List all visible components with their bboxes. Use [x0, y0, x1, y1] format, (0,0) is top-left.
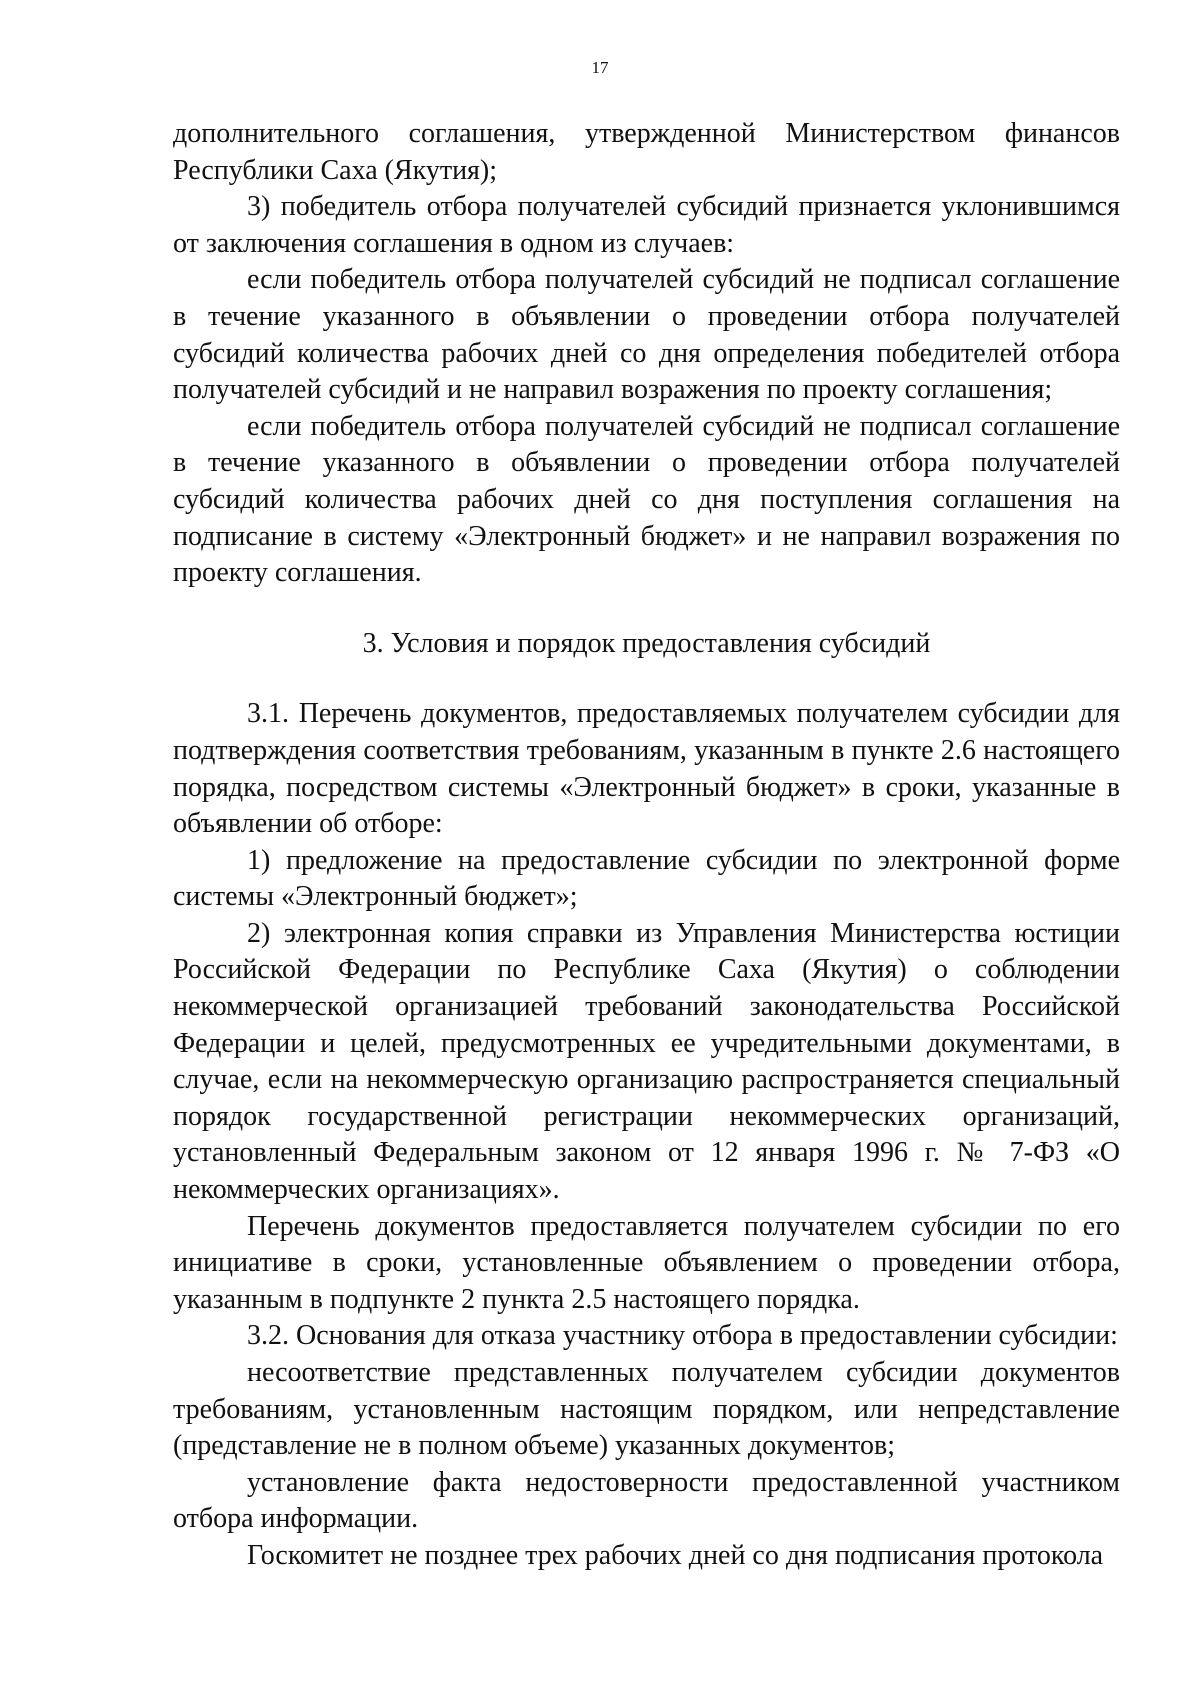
paragraph-goskomitet: Госкомитет не позднее трех рабочих дней со дня подписания протокола [247, 1539, 1104, 1571]
paragraph-refusal-ground-2: установление факта недостоверности предоставленной участником отбора информации. [173, 1466, 1120, 1535]
page-number: 17 [591, 58, 609, 77]
paragraph-3-1: 3.1. Перечень документов, предоставляемых получателем субсидии для подтверждения соответствия требованиям, указанным в пункте 2.6 настоящего порядка, посредством системы «Электронный бюджет» в сроки, указанные в объявлении об отборе: [173, 698, 1120, 840]
paragraph-document-list: Перечень документов предоставляется получателем субсидии по его инициативе в сроки, установленные объявлением о проведении отбора, указанным в подпункте 2 пункта 2.5 настоящего порядка. [173, 1210, 1120, 1315]
paragraph-item-3: 3) победитель отбора получателей субсидий признается уклонившимся от заключения соглашения в одном из случаев: [173, 191, 1120, 259]
paragraph-case-1: если победитель отбора получателей субсидий не подписал соглашение в течение указанного в объявлении о проведении отбора получателей субсидий количества рабочих дней со дня определения победителей отбора получателей субсидий и не направил возражения по проекту соглашения; [173, 264, 1120, 406]
paragraph-3-1-item-2: 2) электронная копия справки из Управления Министерства юстиции Российской Федерации по Республике Саха (Якутия) о соблюдении некоммерческой организацией требований законодательства Российской Федерации и целей, предусмотренных ее учредительными документами, в случае, если на некоммерческую организацию распространяется специальный порядок государственной регистрации некоммерческих организаций, установленный Федеральным законом от 12 января 1996 г. № 7-ФЗ «О некоммерческих организациях». [173, 917, 1120, 1206]
paragraph-case-2: если победитель отбора получателей субсидий не подписал соглашение в течение указанного в объявлении о проведении отбора получателей субсидий количества рабочих дней со дня поступления соглашения на подписание в систему «Электронный бюджет» и не направил возражения по проекту соглашения. [173, 410, 1120, 589]
paragraph-refusal-ground-1: несоответствие представленных получателем субсидии документов требованиям, установленным настоящим порядком, или непредставление (представление не в полном объеме) указанных документов; [173, 1357, 1120, 1462]
section-heading: 3. Условия и порядок предоставления субсидий [362, 627, 931, 659]
paragraph-3-1-item-1: 1) предложение на предоставление субсидии по электронной форме системы «Электронный бюджет»; [173, 844, 1120, 913]
paragraph-continuation: дополнительного соглашения, утвержденной Министерством финансов Республики Саха (Якутия); [173, 118, 1120, 186]
paragraph-3-2: 3.2. Основания для отказа участнику отбора в предоставлении субсидии: [247, 1320, 1118, 1352]
document-body [173, 116, 1120, 1575]
